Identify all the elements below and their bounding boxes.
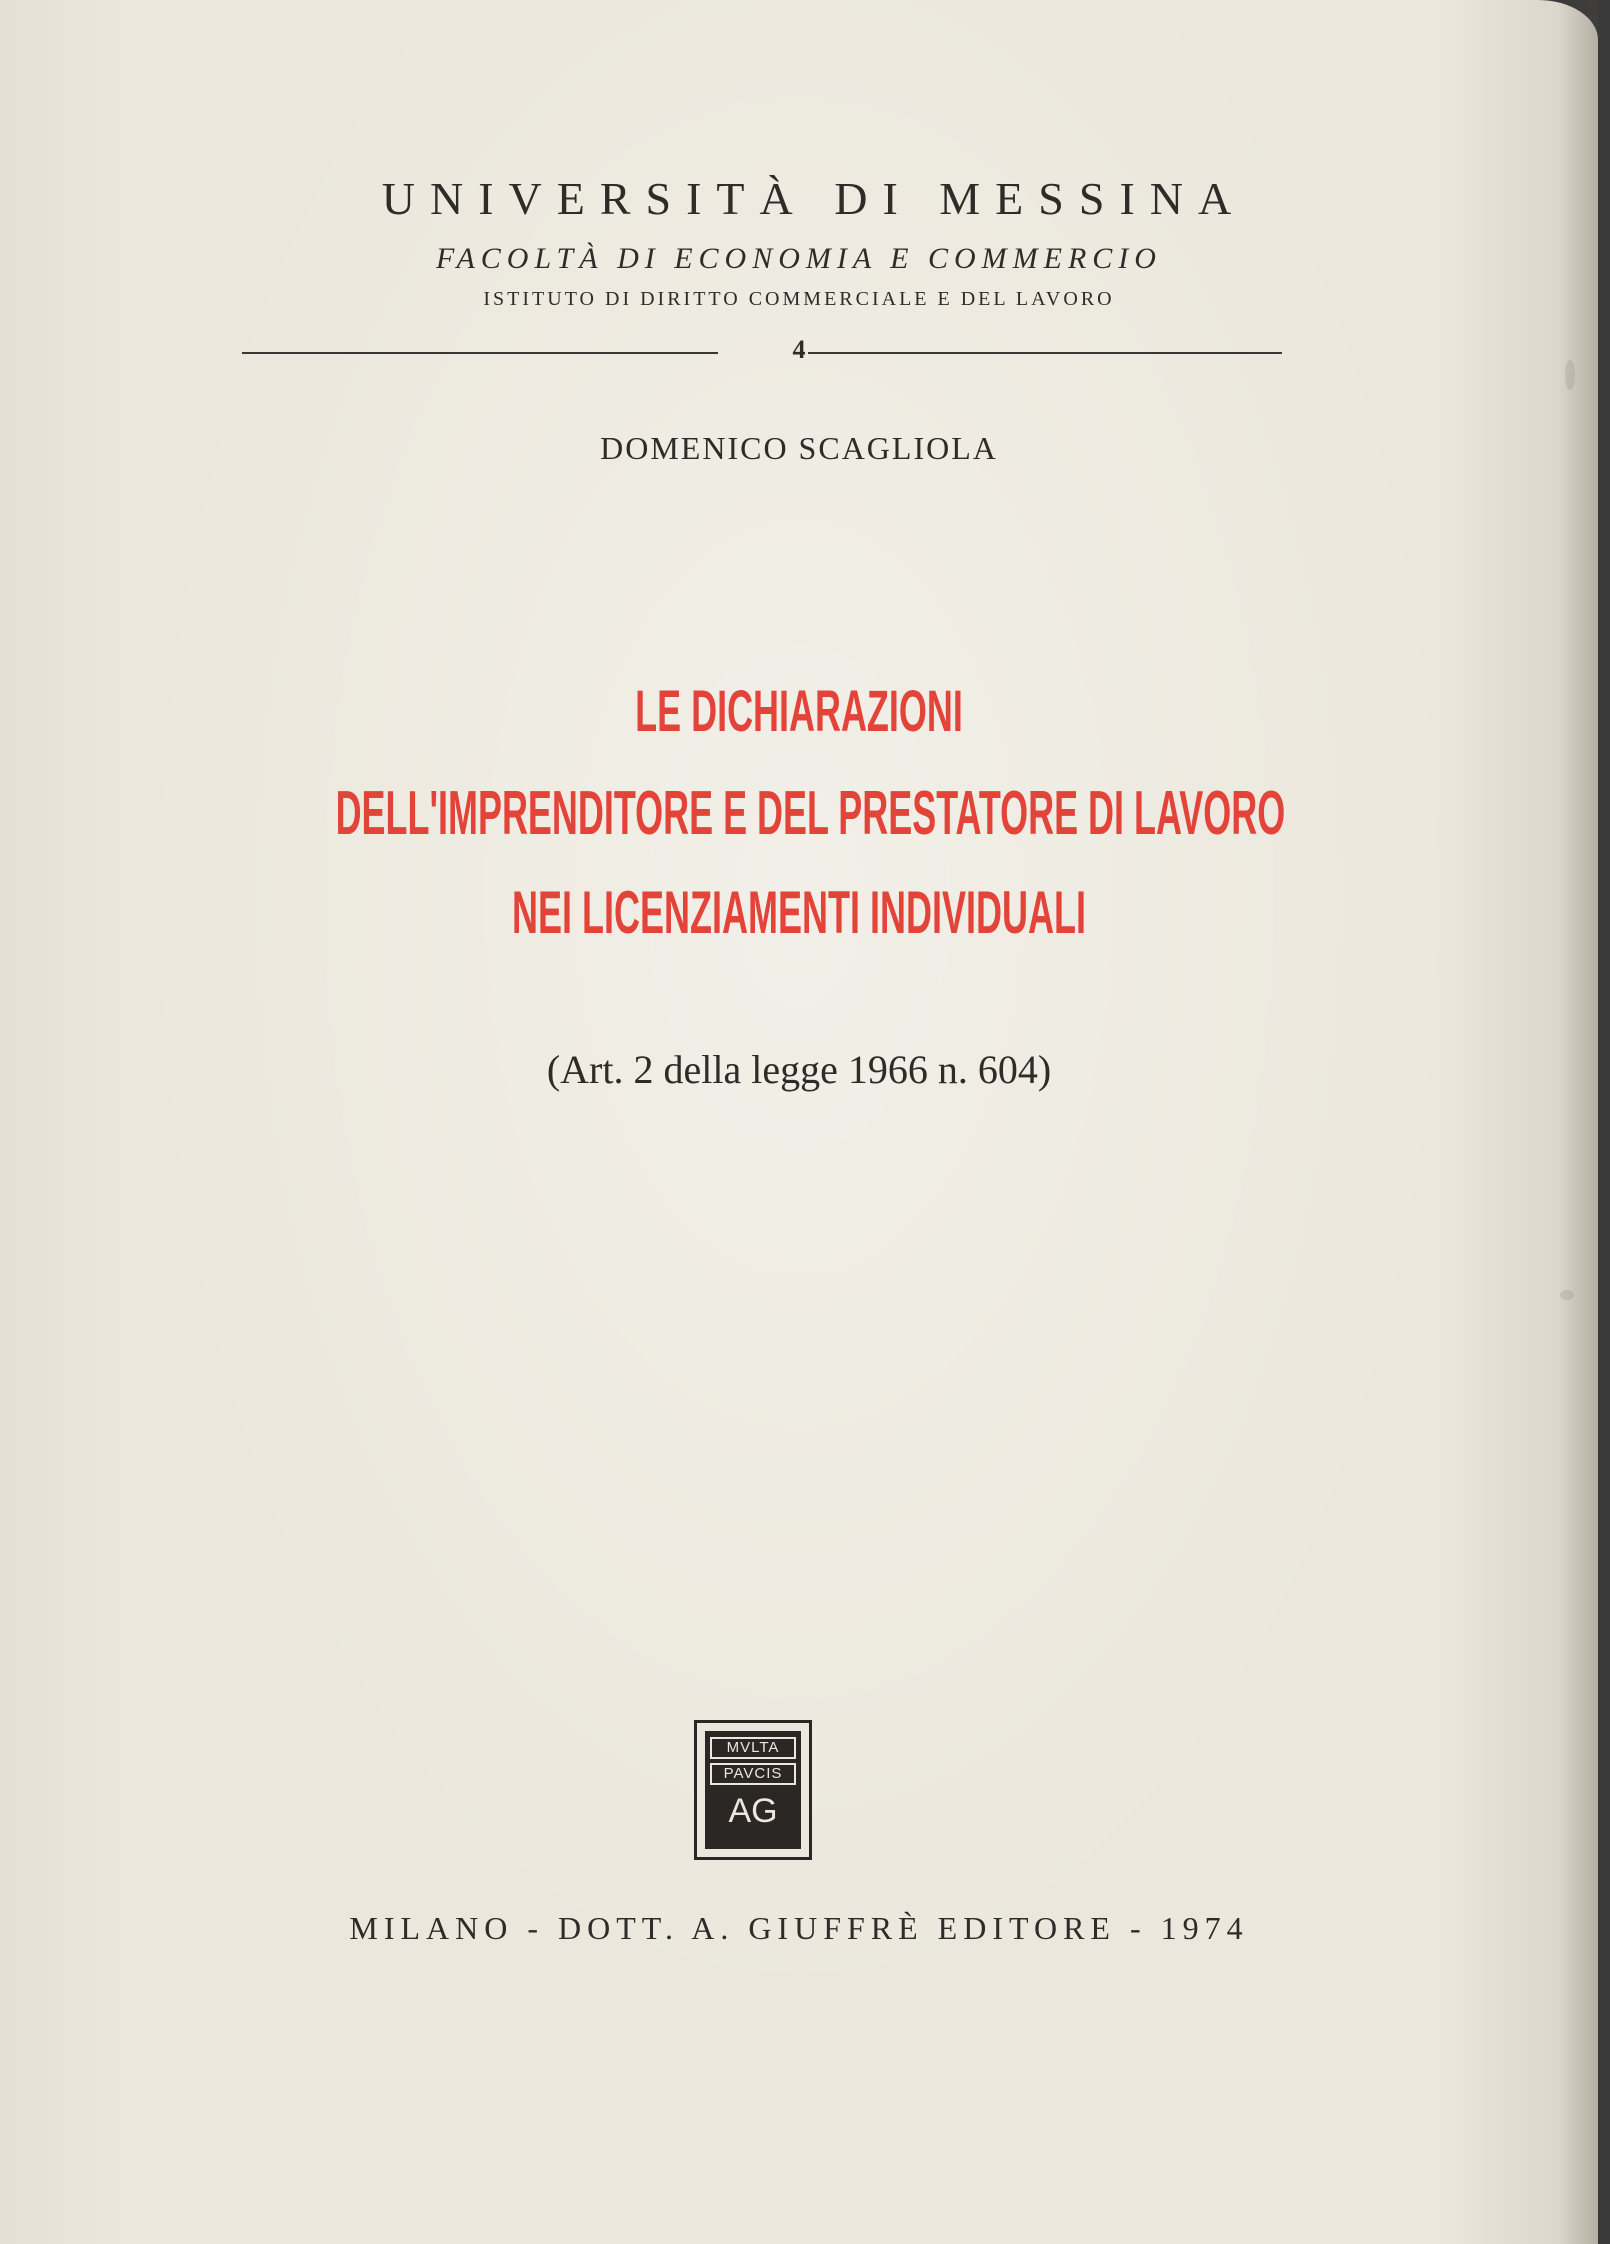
institute-name: ISTITUTO DI DIRITTO COMMERCIALE E DEL LAVORO: [483, 288, 1115, 310]
subtitle: (Art. 2 della legge 1966 n. 604): [546, 1047, 1052, 1092]
paper-stain: [1560, 1290, 1574, 1300]
title-line-2: DELL'IMPRENDITORE E DEL PRESTATORE DI LAVORO: [335, 779, 1286, 848]
publisher-logo-panel: [705, 1731, 801, 1849]
logo-word-multa: MVLTA: [710, 1737, 796, 1759]
divider-right: [808, 352, 1282, 354]
title-line-1: LE DICHIARAZIONI: [635, 679, 963, 744]
logo-word-paucis: PAVCIS: [710, 1763, 796, 1785]
author-name: DOMENICO SCAGLIOLA: [600, 430, 998, 466]
title-line-3: NEI LICENZIAMENTI INDIVIDUALI: [511, 879, 1086, 946]
series-number: 4: [792, 335, 806, 364]
university-name: UNIVERSITÀ DI MESSINA: [381, 173, 1247, 224]
publisher-logo: [694, 1720, 812, 1860]
imprint: MILANO - DOTT. A. GIUFFRÈ EDITORE - 1974: [349, 1910, 1249, 1946]
faculty-name: FACOLTÀ DI ECONOMIA E COMMERCIO: [436, 242, 1162, 275]
logo-initials: AG: [728, 1792, 778, 1830]
